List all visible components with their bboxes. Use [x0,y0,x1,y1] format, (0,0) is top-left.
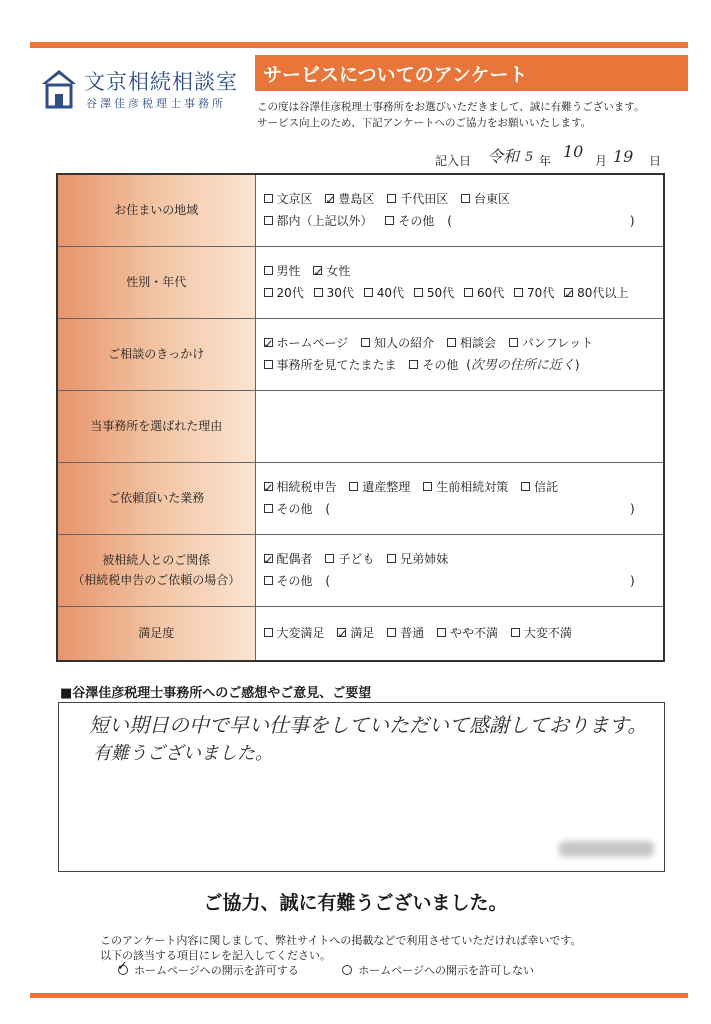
row-gender-age-label: 性別・年代 [57,246,255,318]
consent-deny[interactable]: ホームページへの開示を許可しない [342,962,534,978]
checkbox-icon[interactable] [409,360,418,369]
title-band [255,55,688,91]
footer-line-1: このアンケート内容に関しまして、弊社サイトへの掲載などで利用させていただければ幸いです。 [100,934,582,947]
checkbox-icon[interactable] [447,338,456,347]
intro-text [257,99,644,131]
checkbox-icon[interactable] [509,338,518,347]
logo [40,66,240,116]
checkbox-icon[interactable] [264,482,273,491]
footer-note [100,933,581,963]
option-spouse[interactable]: ✓配偶者 [264,548,313,570]
option-pre-planning[interactable]: 生前相続対策 [423,476,508,498]
checkbox-icon[interactable] [264,338,273,347]
consent-allow[interactable]: ✓ホームページへの開示を許可する [118,962,299,978]
option-taito[interactable]: 台東区 [461,188,510,210]
checkbox-icon[interactable] [325,554,334,563]
option-chiyoda[interactable]: 千代田区 [387,188,448,210]
date-year[interactable]: 5 [525,150,534,165]
comment-line-2: 有難うございました。 [93,743,273,764]
consent-options [118,962,574,978]
bottom-accent-bar [30,993,688,998]
option-age-20[interactable]: 20代 [264,282,304,304]
date-era[interactable]: 令和 [487,147,520,166]
checkbox-icon[interactable] [314,288,323,297]
relation-label-line-2: （相続税申告のご依頼の場合） [72,573,241,587]
checkbox-icon[interactable] [264,216,273,225]
comments-heading: ■谷澤佳彦税理士事務所へのご感想やご意見、ご要望 [60,686,372,701]
checkbox-icon[interactable] [423,482,432,491]
logo-subtitle: 谷澤佳彦税理士事務所 [86,97,226,110]
area-other-field[interactable]: ( ) [447,214,635,229]
radio-icon[interactable] [342,965,352,975]
page-title: サービスについてのアンケート [263,64,528,86]
option-age-80[interactable]: ✓ 80代以上 [564,282,628,304]
comments-field[interactable] [58,702,665,872]
checkbox-icon[interactable] [264,504,273,513]
option-sibling[interactable]: 兄弟姉妹 [387,548,448,570]
checkbox-icon[interactable] [361,338,370,347]
checkbox-icon[interactable] [387,628,396,637]
checkbox-icon[interactable] [414,288,423,297]
row-service [57,462,664,534]
checkbox-icon[interactable] [521,482,530,491]
date-day-unit: 日 [649,154,662,168]
checkbox-icon[interactable] [349,482,358,491]
row-gender-age [57,246,664,318]
row-satisfaction-label: 満足度 [57,606,255,661]
row-trigger-label: ご相談のきっかけ [57,318,255,390]
option-age-30[interactable]: 30代 [314,282,354,304]
date-field [435,142,675,170]
option-age-70[interactable]: 70代 [514,282,554,304]
option-age-40[interactable]: 40代 [364,282,404,304]
row-service-label: ご依頼頂いた業務 [57,462,255,534]
checkbox-icon[interactable] [387,554,396,563]
row-area-label: お住まいの地域 [57,174,255,246]
checkbox-icon[interactable] [264,194,273,203]
option-saw-office[interactable]: 事務所を見てたまたま [264,354,397,376]
checkbox-icon[interactable] [564,288,573,297]
checkbox-icon[interactable] [264,266,273,275]
checkbox-icon[interactable] [264,628,273,637]
option-male[interactable]: 男性 [264,260,301,282]
date-year-unit: 年 [539,154,552,168]
option-very-dissatisfied[interactable]: 大変不満 [511,622,572,644]
thanks-message: ご協力、誠に有難うございました。 [203,892,508,914]
option-pamphlet[interactable]: パンフレット [509,332,593,354]
logo-name: 文京相続相談室 [84,70,238,94]
option-trust[interactable]: 信託 [521,476,558,498]
row-reason-label: 当事務所を選ばれた理由 [57,390,255,462]
checkbox-icon[interactable] [264,576,273,585]
checkbox-icon[interactable] [313,266,322,275]
redacted-signature [559,841,654,857]
row-satisfaction [57,606,664,661]
trigger-other-text: 次男の住所に近く [470,358,575,373]
option-somewhat-dissatisfied[interactable]: やや不満 [437,622,498,644]
row-relation [57,534,664,606]
checkbox-icon[interactable] [264,360,273,369]
top-accent-bar [30,42,688,48]
option-bunkyo[interactable]: 文京区 [264,188,313,210]
checkbox-icon[interactable] [385,216,394,225]
date-label: 記入日 [435,154,472,168]
checkbox-icon[interactable] [387,194,396,203]
row-trigger [57,318,664,390]
option-age-60[interactable]: 60代 [464,282,504,304]
checkbox-icon[interactable] [364,288,373,297]
option-very-satisfied[interactable]: 大変満足 [264,622,325,644]
option-estate-settlement[interactable]: 遺産整理 [349,476,410,498]
option-toshima[interactable]: ✓ 豊島区 [325,188,374,210]
intro-line-1: この度は谷澤佳彦税理士事務所をお選びいただきまして、誠に有難うございます。 [257,101,645,113]
option-area-other[interactable]: その他 [385,210,434,232]
option-age-50[interactable]: 50代 [414,282,454,304]
date-month-unit: 月 [595,154,608,168]
option-referral[interactable]: 知人の紹介 [361,332,434,354]
service-other-field[interactable]: ( ) [325,502,635,516]
trigger-other-field[interactable]: (次男の住所に近く) [466,358,580,373]
house-logo-icon [40,68,78,110]
option-satisfied[interactable]: ✓ 満足 [337,622,374,644]
row-reason [57,390,664,462]
option-inheritance-tax[interactable]: ✓相続税申告 [264,476,337,498]
option-neutral[interactable]: 普通 [387,622,424,644]
footer-line-2: 以下の該当する項目にレを記入してください。 [100,949,331,962]
option-service-other[interactable]: その他 [264,498,313,520]
option-trigger-other[interactable]: その他 [409,354,458,376]
option-seminar[interactable]: 相談会 [447,332,496,354]
relation-label-line-1: 被相続人とのご関係 [102,553,211,567]
checkbox-icon[interactable] [464,288,473,297]
row-relation-label [57,534,255,606]
checkbox-icon[interactable] [337,628,346,637]
checkbox-icon[interactable] [264,288,273,297]
checkbox-icon[interactable] [325,194,334,203]
survey-table [56,173,665,662]
option-homepage[interactable]: ✓ホームページ [264,332,349,354]
row-area [57,174,664,246]
option-female[interactable]: ✓ 女性 [313,260,350,282]
reason-field[interactable] [255,390,664,462]
option-child[interactable]: 子ども [325,548,374,570]
radio-icon[interactable] [118,965,128,975]
checkbox-icon[interactable] [461,194,470,203]
option-relation-other[interactable]: その他 [264,570,313,592]
checkbox-icon[interactable] [514,288,523,297]
comment-line-1: 短い期日の中で早い仕事をしていただいて感謝しております。 [89,713,648,737]
checkbox-icon[interactable] [511,628,520,637]
checkbox-icon[interactable] [437,628,446,637]
checkbox-icon[interactable] [264,554,273,563]
date-day[interactable]: 19 [613,147,634,166]
relation-other-field[interactable]: ( ) [325,574,635,588]
date-month[interactable]: 10 [563,142,584,161]
intro-line-2: サービス向上のため、下記アンケートへのご協力をお願いいたします。 [257,117,592,129]
option-tonai[interactable]: 都内（上記以外） [264,210,373,232]
